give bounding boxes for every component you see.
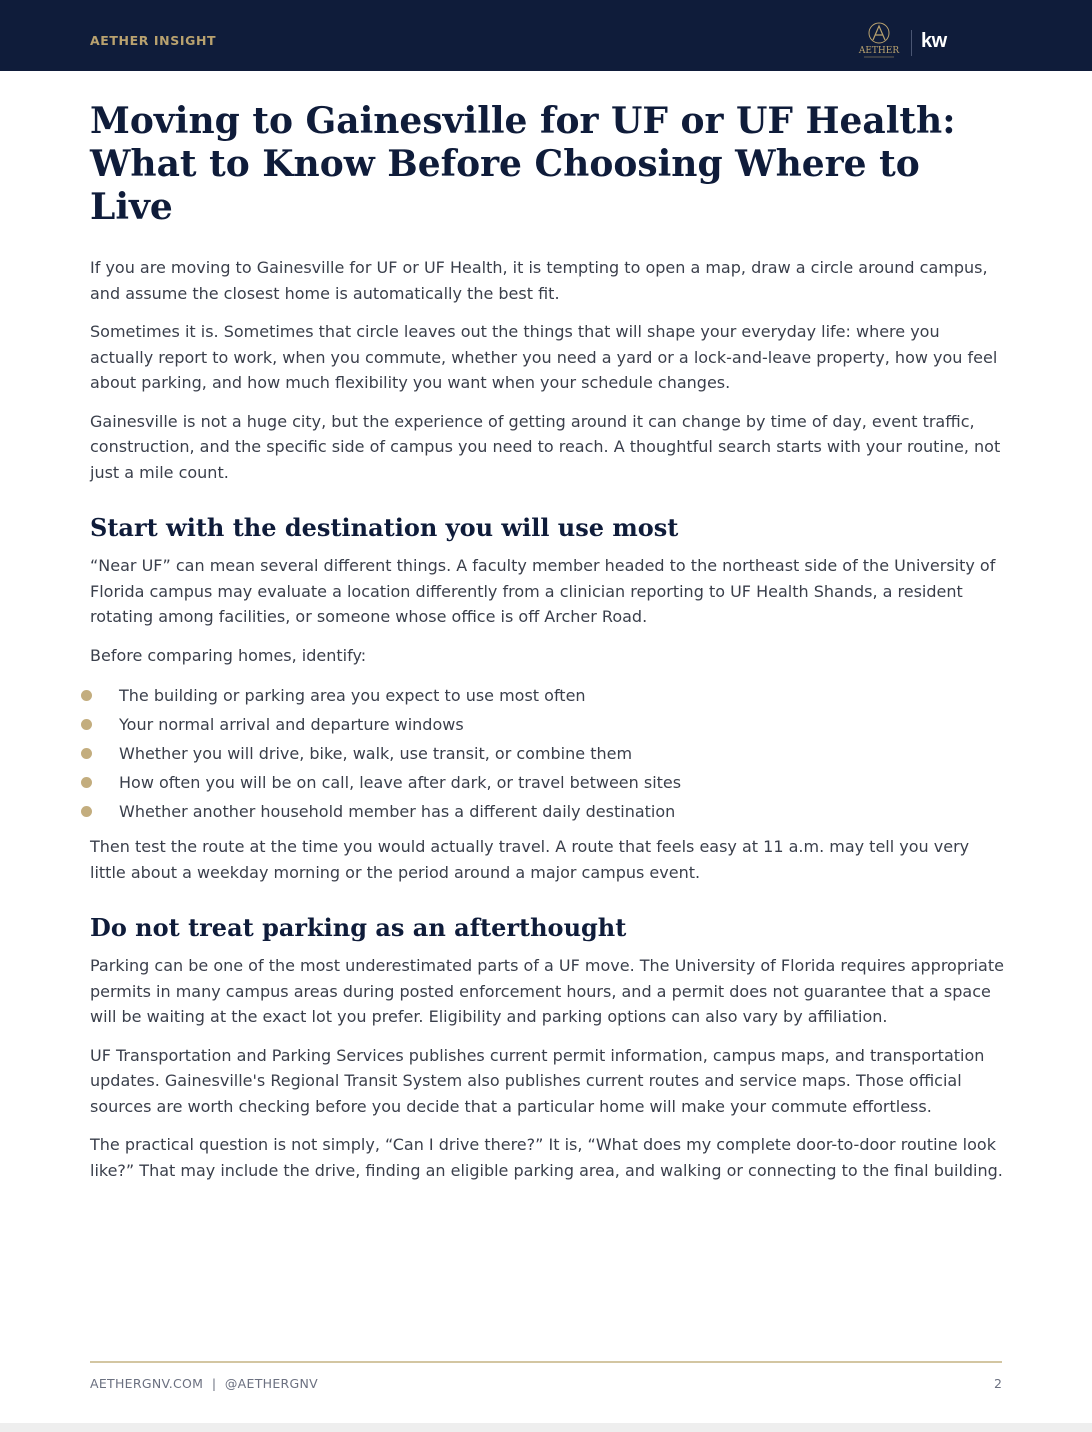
page-bottom-edge — [0, 1423, 1092, 1432]
article-body — [90, 100, 1005, 1196]
section2-paragraph-1: Parking can be one of the most underestimated parts of a UF move. The University of Florida requires appropriate permits in many campus areas during posted enforcement hours, and a permit does not guarantee that a space will be waiting at the exact lot you prefer. Eligibility and parking options can also vary by affiliation. — [90, 956, 1004, 1026]
section1-paragraph-3: Then test the route at the time you would actually travel. A route that feels easy at 11 a.m. may tell you very little about a weekday morning or the period around a major campus event. — [90, 837, 970, 882]
bullet-dot-icon — [81, 690, 92, 701]
list-item — [90, 797, 1005, 826]
section-heading-parking: Do not treat parking as an afterthought — [90, 913, 627, 942]
bullet-dot-icon — [81, 748, 92, 759]
bullet-dot-icon — [81, 777, 92, 788]
checklist — [90, 681, 1005, 826]
section2-paragraph-3: The practical question is not simply, “Can I drive there?” It is, “What does my complete door-to-door routine look like?” That may include the drive, finding an eligible parking area, and walking or connecting to the final building. — [90, 1135, 1003, 1180]
list-item-text: Whether another household member has a different daily destination — [119, 802, 676, 821]
list-item-text: The building or parking area you expect to use most often — [119, 686, 586, 705]
section1-paragraph-2: Before comparing homes, identify: — [90, 645, 367, 665]
intro-paragraph-3: Gainesville is not a huge city, but the experience of getting around it can change by time of day, event traffic, construction, and the specific side of campus you need to reach. A thoughtful search starts with your routine, not just a mile count. — [90, 411, 1001, 482]
list-item-text: How often you will be on call, leave after dark, or travel between sites — [119, 773, 682, 792]
bullet-dot-icon — [81, 719, 92, 730]
aether-logo-icon — [854, 20, 904, 60]
list-item — [90, 710, 1005, 739]
list-item — [90, 681, 1005, 710]
list-item — [90, 739, 1005, 768]
brand-label: AETHER INSIGHT — [90, 33, 217, 48]
bullet-dot-icon — [81, 806, 92, 817]
logo-divider — [911, 30, 912, 56]
page-number: 2 — [994, 1376, 1002, 1391]
section-heading-destination: Start with the destination you will use most — [90, 513, 679, 542]
list-item — [90, 768, 1005, 797]
footer-divider — [90, 1361, 1002, 1363]
footer-site-handle: AETHERGNV.COM | @AETHERGNV — [90, 1376, 319, 1391]
intro-paragraph-2: Sometimes it is. Sometimes that circle leaves out the things that will shape your everyday life: where you actually report to work, when you commute, whether you need a yard or a lock-and-leave property, how you feel about parking, and how much flexibility you want when your schedule changes. — [90, 322, 998, 392]
intro-paragraph-1: If you are moving to Gainesville for UF or UF Health, it is tempting to open a map, draw a circle around campus, and assume the closest home is automatically the best fit. — [90, 258, 988, 303]
list-item-text: Whether you will drive, bike, walk, use transit, or combine them — [119, 744, 633, 763]
list-item-text: Your normal arrival and departure windows — [119, 715, 464, 734]
kw-logo: kw — [921, 30, 947, 52]
section1-paragraph-1: “Near UF” can mean several different things. A faculty member headed to the northeast side of the University of Florida campus may evaluate a location differently from a clinician reporting to UF Health Shands, a resident rotating among facilities, or someone whose office is off Archer Road. — [90, 556, 996, 626]
page-header — [0, 0, 1092, 71]
section2-paragraph-2: UF Transportation and Parking Services publishes current permit information, campus maps, and transportation updates. Gainesville's Regional Transit System also publishes current routes and service maps. Those official sources are worth checking before you decide that a particular home will make your commute effortless. — [90, 1045, 985, 1116]
aether-logo-text: AETHER — [858, 46, 900, 56]
article-title: Moving to Gainesville for UF or UF Health: What to Know Before Choosing Where to Live — [90, 100, 956, 228]
